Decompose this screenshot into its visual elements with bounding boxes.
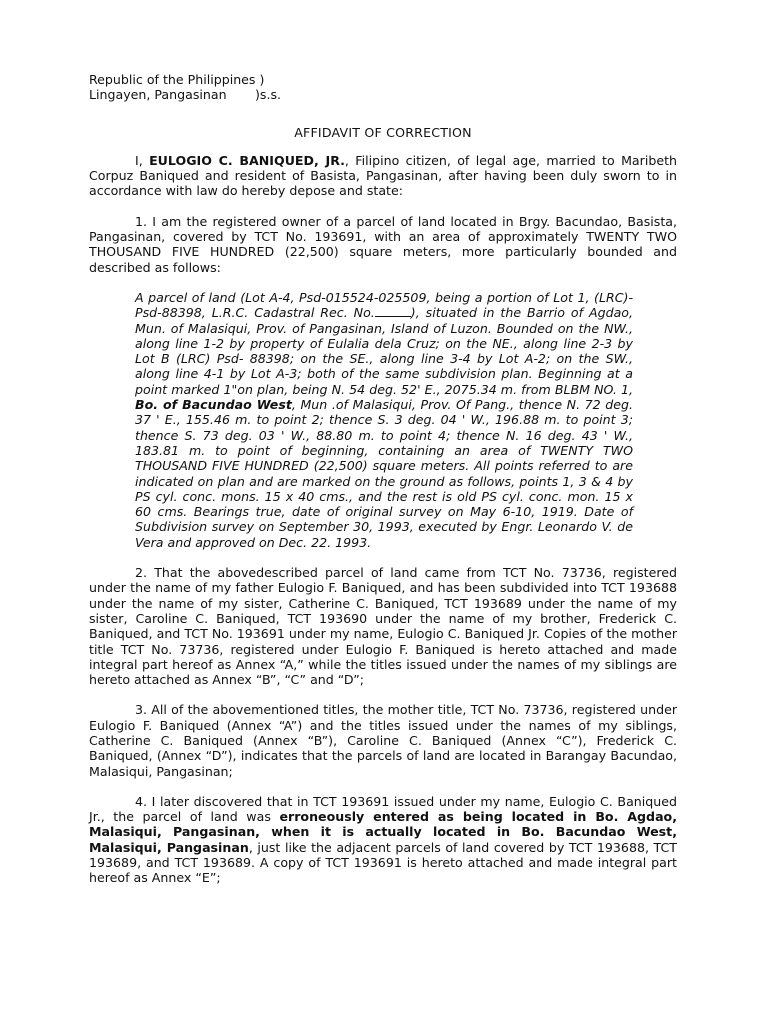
intro-prefix: I, — [135, 152, 150, 168]
document-title: AFFIDAVIT OF CORRECTION — [294, 124, 472, 140]
affidavit-document — [89, 72, 677, 901]
venue-place: Lingayen, Pangasinan — [89, 87, 227, 103]
land-description-part2: ), situated in the Barrio of Agdao, Mun. of Malasiqui, Prov. of Pangasinan, Island of Luzon. Bounded on the NW., along line 1-2 by property of Eulalia dela Cruz; on the NE., along line 2-3 by Lot B (LRC) Psd- 88398; on the SE., along line 3-4 by Lot A-2; on the SW., along line 4-1 by Lot A-3; both of the same subdivision plan. Beginning at a point marked 1"on plan, being N. 54 deg. 52' E., 2075.34 m. from BLBM NO. 1, — [135, 305, 634, 397]
paragraph-1: 1. I am the registered owner of a parcel of land located in Brgy. Bacundao, Basista, Pangasinan, covered by TCT No. 193691, with an area of approximately TWENTY TWO THOUSAND FIVE HUNDRED (22,500) square meters, more particularly bounded and described as follows: — [89, 213, 677, 275]
affiant-name: EULOGIO C. BANIQUED, JR. — [149, 152, 345, 168]
venue-line-place — [89, 87, 677, 102]
intro-rest: , Filipino citizen, of legal age, married to Maribeth Corpuz Baniqued and resident of Basista, Pangasinan, after having been duly sworn to in accordance with law do hereby depose and state: — [89, 152, 677, 199]
land-description-part1: A parcel of land (Lot A-4, Psd-015524-025509, being a portion of Lot 1, (LRC)-Psd-88398, L.R.C. Cadastral Rec. No. — [135, 289, 633, 321]
venue-ss: )s.s. — [255, 87, 282, 103]
paragraph-3: 3. All of the abovementioned titles, the mother title, TCT No. 73736, registered under Eulogio F. Baniqued (Annex “A”) and the titles issued under the names of my siblings, Catherine C. Baniqued (Annex “B”), Caroline C. Baniqued (Annex “C”), Frederick C. Baniqued, (Annex “D”), indicates that the parcels of land are located in Barangay Bacundao, Malasiqui, Pangasinan; — [89, 702, 677, 779]
record-number-blank — [375, 306, 411, 317]
land-description-part3: , Mun .of Malasiqui, Prov. Of Pang., thence N. 72 deg. 37 ' E., 155.46 m. to point 2; thence S. 3 deg. 04 ' W., 196.88 m. to point 3; thence S. 73 deg. 03 ' W., 88.80 m. to point 4; thence N. 16 deg. 43 ' W., 183.81 m. to point of beginning, containing an area of TWENTY TWO THOUSAND FIVE HUNDRED (22,500) square meters. All points referred to are indicated on plan and are marked on the ground as follows, points 1, 3 & 4 by PS cyl. conc. mons. 15 x 40 cms., and the rest is old PS cyl. conc. mon. 15 x 60 cms. Bearings true, date of original survey on May 6-10, 1919. Date of Subdivision survey on September 30, 1993, executed by Engr. Leonardo V. de Vera and approved on Dec. 22. 1993. — [135, 397, 634, 550]
paragraph-2: 2. That the abovedescribed parcel of land came from TCT No. 73736, registered under the name of my father Eulogio F. Baniqued, and has been subdivided into TCT 193688 under the name of my sister, Catherine C. Baniqued, TCT 193689 under the name of my sister, Caroline C. Baniqued, TCT 193690 under the name of my brother, Frederick C. Baniqued, and TCT No. 193691 under my name, Eulogio C. Baniqued Jr. Copies of the mother title TCT No. 73736, registered under Eulogio F. Baniqued is hereto attached and made integral part hereof as Annex “A,” while the titles issued under the names of my siblings are hereto attached as Annex “B”, “C” and “D”; — [89, 565, 677, 688]
venue-line-country: Republic of the Philippines ) — [89, 72, 265, 87]
venue-block — [89, 72, 677, 103]
land-description — [135, 290, 633, 550]
paragraph-4-part2: , just like the adjacent parcels of land covered by TCT 193688, TCT 193689, and TCT 193689. A copy of TCT 193691 is hereto attached and made integral part hereof as Annex “E”; — [89, 839, 677, 886]
paragraph-4-correction: erroneously entered as being located in Bo. Agdao, Malasiqui, Pangasinan, when it is actually located in Bo. Bacundao West, Malasiqui, Pangasinan — [89, 809, 677, 855]
intro-paragraph — [89, 153, 677, 199]
land-description-barrio: Bo. of Bacundao West — [135, 397, 292, 413]
paragraph-4 — [89, 794, 677, 886]
paragraph-4-part1: 4. I later discovered that in TCT 193691 issued under my name, Eulogio C. Baniqued Jr., the parcel of land was — [89, 793, 677, 825]
